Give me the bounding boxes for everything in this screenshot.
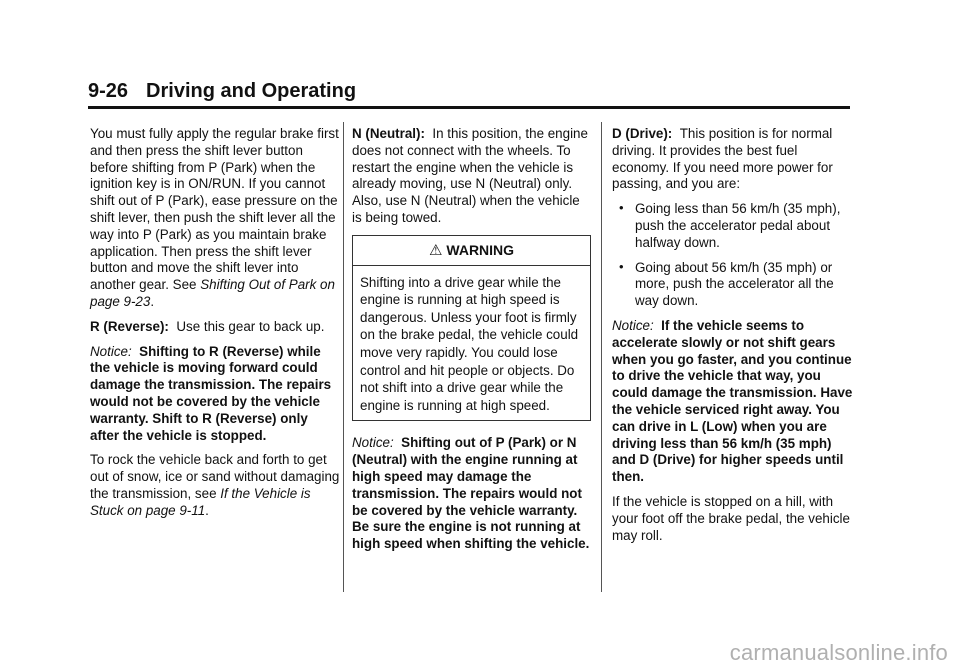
neutral-label: N (Neutral):	[352, 126, 425, 141]
column-3	[612, 126, 857, 552]
warning-box	[352, 235, 591, 422]
notice-label: Notice:	[352, 435, 394, 451]
bullet-icon: •	[619, 200, 624, 216]
vehicle-stuck-link[interactable]: If the Vehicle is Stuck on page 9-11	[90, 485, 311, 518]
warning-title: WARNING	[446, 241, 515, 258]
section-title: Driving and Operating	[146, 80, 357, 102]
reverse-notice: Notice: Shifting to R (Reverse) while the vehicle is moving forward could damage the transmission. The repairs would not be covered by the vehicle warranty. Shift to R (Reverse) only after the vehicle is stopped.	[90, 343, 332, 443]
drive-label: D (Drive):	[612, 126, 673, 141]
drive-notice: Notice: If the vehicle seems to accelerate slowly or not shift gears when you go faster, and you continue to drive the vehicle that way, you could damage the transmission. Have the vehicle serviced right away. You can drive in L (Low) when you are driving less than 56 km/h (35 mph) and D (Drive) for higher speeds until then.	[612, 317, 853, 485]
column-2	[352, 126, 592, 561]
notice-label: Notice:	[90, 343, 132, 359]
reverse-paragraph: R (Reverse): Use this gear to back up.	[90, 318, 325, 334]
park-shift-paragraph: You must fully apply the regular brake first and then press the shift lever button before shifting from P (Park) when the ignition key is in ON/RUN. If you cannot shift out of P (Park), ease pressure on the shift lever, then push the shift lever all the way into P (Park) as you maintain brake application. Then press the shift lever button and move the shift lever into another gear. See Shifting Out of Park on page 9-23.	[90, 126, 339, 309]
column-divider-2	[601, 122, 602, 592]
page-header	[88, 80, 356, 103]
drive-paragraph: D (Drive): This position is for normal driving. It provides the best fuel economy. If you need more power for passing, and you are:	[612, 126, 833, 192]
passing-bullet-list	[612, 201, 857, 310]
park-neutral-notice: Notice: Shifting out of P (Park) or N (Neutral) with the engine running at high speed may damage the transmission. The repairs would not be covered by the vehicle warranty. Be sure the engine is not running at high speed when shifting the vehicle.	[352, 435, 590, 552]
notice-label: Notice:	[612, 317, 654, 333]
warning-triangle-icon: ⚠	[428, 241, 443, 259]
list-item: • Going about 56 km/h (35 mph) or more, push the accelerator all the way down.	[619, 258, 834, 309]
watermark: carmanualsonline.info	[729, 640, 948, 665]
rocking-paragraph: To rock the vehicle back and forth to get out of snow, ice or sand without damaging the transmission, see If the Vehicle is Stuck on page 9-11.	[90, 452, 340, 518]
reverse-label: R (Reverse):	[90, 318, 169, 334]
warning-header	[353, 236, 590, 266]
page-number: 9-26	[88, 80, 129, 102]
warning-text: Shifting into a drive gear while the engine is running at high speed is dangerous. Unless your foot is firmly on the brake pedal, the vehicle could move very rapidly. You could lose control and hit people or objects. Do not shift into a drive gear while the engine is running at high speed.	[360, 274, 579, 413]
column-1	[90, 126, 340, 528]
bullet-icon: •	[619, 258, 624, 274]
shifting-out-of-park-link[interactable]: Shifting Out of Park on page 9-23	[90, 277, 335, 309]
list-item: • Going less than 56 km/h (35 mph), push the accelerator pedal about halfway down.	[619, 200, 841, 250]
neutral-paragraph: N (Neutral): In this position, the engine does not connect with the wheels. To restart the engine when the vehicle is already moving, use N (Neutral) only. Also, use N (Neutral) when the vehicle is being towed.	[352, 126, 588, 225]
hill-paragraph: If the vehicle is stopped on a hill, with your foot off the brake pedal, the vehicle may roll.	[612, 493, 850, 543]
column-divider-1	[343, 122, 344, 592]
header-rule	[88, 106, 850, 109]
